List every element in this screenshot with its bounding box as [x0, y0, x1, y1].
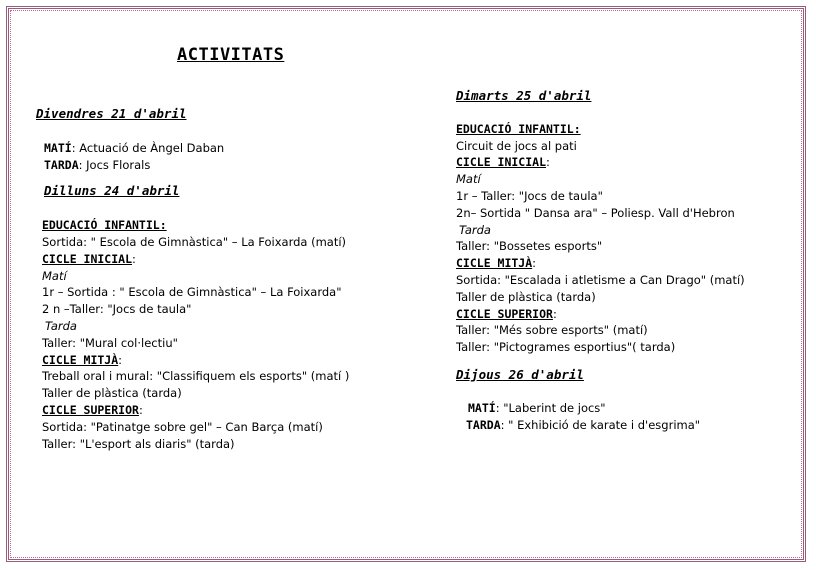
- dilluns-mitja-1: Treball oral i mural: "Classifiquem els esports" (matí ): [42, 369, 350, 384]
- dilluns-inicial-1: 1r – Sortida : " Escola de Gimnàstica" – La Foixarda": [42, 285, 342, 300]
- page-title: ACTIVITATS: [177, 45, 285, 65]
- dimarts-inicial-tarda: Tarda: [459, 222, 491, 237]
- dilluns-mitja-label: CICLE MITJÀ:: [42, 352, 123, 367]
- left-column: [36, 106, 349, 452]
- divendres-mati: MATÍ: Actuació de Àngel Daban: [44, 140, 225, 155]
- dimarts-inicial-label: CICLE INICIAL:: [456, 155, 550, 170]
- dilluns-inicial-tarda: Tarda: [45, 318, 77, 333]
- dimarts-mitja-label: CICLE MITJÀ:: [456, 256, 537, 271]
- right-column: [456, 88, 745, 433]
- dilluns-mitja-2: Taller de plàstica (tarda): [42, 386, 182, 401]
- day-heading-divendres: Divendres 21 d'abril: [36, 106, 187, 121]
- dilluns-superior-1: Sortida: "Patinatge sobre gel" – Can Barça (matí): [42, 419, 323, 434]
- dimarts-mitja-2: Taller de plàstica (tarda): [456, 289, 596, 304]
- dimarts-superior-2: Taller: "Pictogrames esportius"( tarda): [456, 340, 676, 355]
- dimarts-superior-label: CICLE SUPERIOR:: [456, 306, 557, 321]
- dijous-tarda: TARDA: " Exhibició de karate i d'esgrima": [466, 417, 701, 432]
- day-heading-dilluns: Dilluns 24 d'abril: [44, 183, 180, 199]
- dilluns-infantil-label: EDUCACIÓ INFANTIL:: [42, 218, 167, 233]
- dilluns-superior-label: CICLE SUPERIOR:: [42, 402, 143, 417]
- dilluns-inicial-label: CICLE INICIAL:: [42, 251, 136, 266]
- dilluns-infantil-1: Sortida: " Escola de Gimnàstica" – La Foixarda (matí): [42, 234, 347, 249]
- day-heading-dimarts: Dimarts 25 d'abril: [456, 88, 592, 103]
- dimarts-infantil-label: EDUCACIÓ INFANTIL:: [456, 121, 581, 136]
- dimarts-inicial-mati: Matí: [456, 172, 481, 187]
- dilluns-inicial-3: Taller: "Mural col·lectiu": [42, 335, 178, 350]
- divendres-tarda: TARDA: Jocs Florals: [44, 157, 151, 172]
- dilluns-inicial-mati: Matí: [42, 268, 67, 283]
- dilluns-inicial-2: 2 n –Taller: "Jocs de taula": [42, 302, 192, 317]
- dimarts-inicial-1: 1r – Taller: "Jocs de taula": [456, 188, 603, 203]
- dimarts-inicial-2: 2n– Sortida " Dansa ara" – Poliesp. Vall d'Hebron: [456, 205, 735, 220]
- dimarts-superior-1: Taller: "Més sobre esports" (matí): [456, 323, 648, 338]
- dijous-mati: MATÍ: "Laberint de jocs": [468, 400, 606, 415]
- dimarts-inicial-3: Taller: "Bossetes esports": [456, 239, 603, 254]
- dimarts-infantil-1: Circuit de jocs al pati: [456, 138, 577, 153]
- dimarts-mitja-1: Sortida: "Escalada i atletisme a Can Drago" (matí): [456, 272, 745, 287]
- dilluns-superior-2: Taller: "L'esport als diaris" (tarda): [42, 436, 235, 451]
- day-heading-dijous: Dijous 26 d'abril: [456, 366, 584, 382]
